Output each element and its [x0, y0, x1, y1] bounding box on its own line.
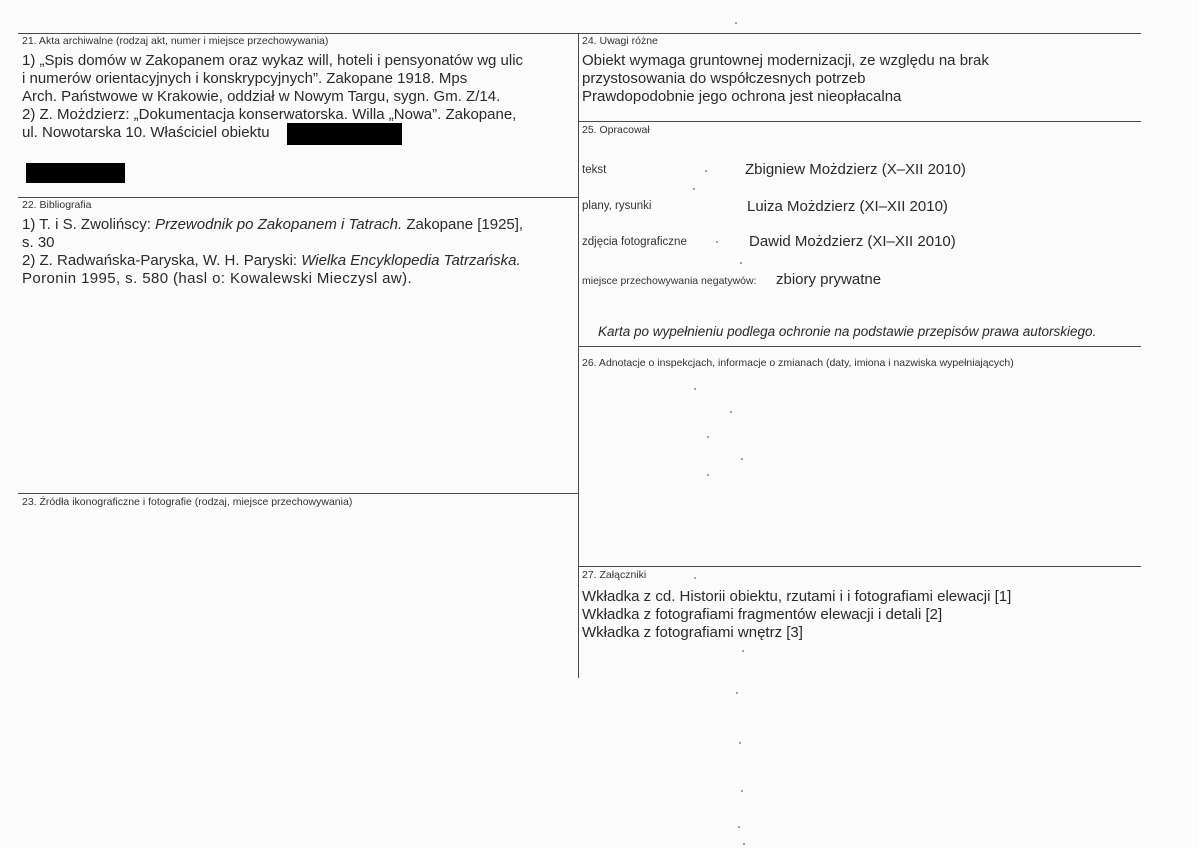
scan-speck — [694, 388, 696, 390]
section-27-body — [582, 588, 1137, 642]
archive-line-4: 2) Z. Możdzierz: „Dokumentacja konserwatorska. Willa „Nowa”. Zakopane, — [22, 106, 517, 123]
top-border-right — [579, 33, 1141, 34]
author-text-value: Zbigniew Możdzierz (X–XII 2010) — [745, 161, 966, 178]
bibliography-ref-1 — [22, 216, 572, 234]
scan-speck — [707, 436, 709, 438]
section-22-body — [22, 216, 572, 288]
ref-2-title: Wielka Encyklopedia Tatrzańska. — [301, 252, 521, 269]
scan-speck — [707, 474, 709, 476]
scan-speck — [694, 577, 696, 579]
attachment-item-1: Wkładka z cd. Historii obiektu, rzutami i i fotografiami elewacji [1] — [582, 588, 1012, 605]
author-photos-label: zdjęcia fotograficzne — [582, 236, 687, 248]
remarks-line-1: Obiekt wymaga gruntownej modernizacji, ze względu na brak — [582, 52, 989, 69]
attachment-item-3: Wkładka z fotografiami wnętrz [3] — [582, 624, 803, 641]
scan-speck — [739, 742, 741, 744]
divider-22-23 — [18, 493, 579, 494]
scan-speck — [693, 188, 695, 190]
bibliography-ref-2 — [22, 252, 572, 270]
author-photos-value: Dawid Możdzierz (XI–XII 2010) — [749, 233, 956, 250]
archive-line-3: Arch. Państwowe w Krakowie, oddział w Nowym Targu, sygn. Gm. Z/14. — [22, 88, 501, 105]
bibliography-ref-1-pages: s. 30 — [22, 234, 55, 251]
ref-1-prefix: 1) T. i S. Zwolińscy: — [22, 216, 156, 233]
attachment-item-2: Wkładka z fotografiami fragmentów elewacji i detali [2] — [582, 606, 943, 623]
section-25-header: 25. Opracował — [582, 124, 650, 136]
top-border-left — [18, 33, 579, 34]
remarks-line-3: Prawdopodobnie jego ochrona jest nieopłacalna — [582, 88, 902, 105]
archive-line-5: ul. Nowotarska 10. Właściciel obiektu — [22, 124, 270, 141]
section-22-header: 22. Bibliografia — [22, 199, 92, 211]
archive-line-2: i numerów orientacyjnych i konskrypcyjnych”. Zakopane 1918. Mps — [22, 70, 468, 87]
scan-speck — [705, 170, 707, 172]
redaction-block-owner — [287, 123, 402, 145]
scan-speck — [738, 826, 740, 828]
section-26-header: 26. Adnotacje o inspekcjach, informacje o zmianach (daty, imiona i nazwiska wypełniających) — [582, 357, 1014, 369]
ref-1-title: Przewodnik po Zakopanem i Tatrach. — [155, 216, 403, 233]
scan-speck — [735, 22, 737, 24]
section-23-header: 23. Źródła ikonograficzne i fotografie (rodzaj, miejsce przechowywania) — [22, 496, 353, 508]
divider-25-26 — [579, 346, 1141, 347]
section-21-header: 21. Akta archiwalne (rodzaj akt, numer i miejsce przechowywania) — [22, 35, 329, 47]
scan-speck — [730, 411, 732, 413]
scan-speck — [741, 790, 743, 792]
author-text-label: tekst — [582, 164, 607, 176]
center-divider — [578, 33, 579, 678]
negatives-location-label: miejsce przechowywania negatywów: — [582, 275, 757, 287]
section-27-header: 27. Załączniki — [582, 569, 647, 581]
author-plans-label: plany, rysunki — [582, 200, 652, 212]
redaction-block-owner-2 — [26, 163, 125, 183]
divider-24-25 — [579, 121, 1141, 122]
divider-26-27 — [579, 566, 1141, 567]
scan-speck — [742, 650, 744, 652]
scan-speck — [736, 692, 738, 694]
negatives-location-value: zbiory prywatne — [776, 271, 882, 288]
section-24-header: 24. Uwagi różne — [582, 35, 658, 47]
scan-speck — [743, 843, 745, 845]
ref-2-prefix: 2) Z. Radwańska-Paryska, W. H. Paryski: — [22, 252, 302, 269]
ref-1-suffix: Zakopane [1925], — [402, 216, 524, 233]
copyright-note: Karta po wypełnieniu podlega ochronie na podstawie przepisów prawa autorskiego. — [598, 324, 1097, 339]
archive-line-1: 1) „Spis domów w Zakopanem oraz wykaz will, hoteli i pensyonatów wg ulic — [22, 52, 524, 69]
author-plans-value: Luiza Możdzierz (XI–XII 2010) — [747, 198, 948, 215]
divider-21-22 — [18, 197, 579, 198]
remarks-line-2: przystosowania do współczesnych potrzeb — [582, 70, 866, 87]
bibliography-ref-2-line2: Poronin 1995, s. 580 (hasl o: Kowalewski Mieczysl aw). — [22, 270, 413, 287]
section-24-body — [582, 52, 1137, 106]
scan-speck — [740, 262, 742, 264]
scan-speck — [741, 458, 743, 460]
scan-speck — [716, 241, 718, 243]
